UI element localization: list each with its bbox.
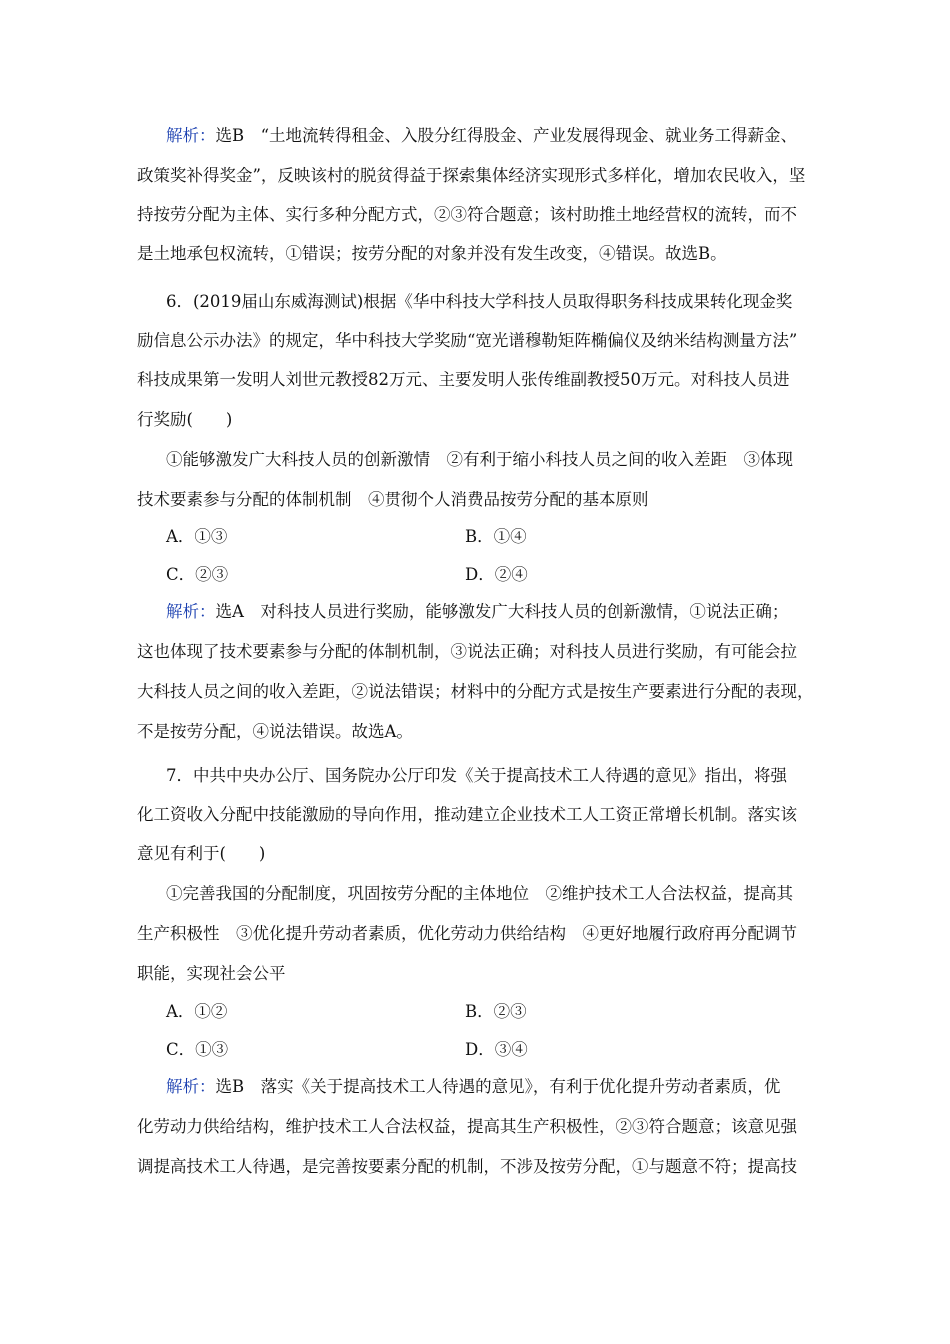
q6-option-b: B．①④ <box>465 527 527 546</box>
q7-analysis-line-1: 解析：选B 落实《关于提高技术工人待遇的意见》，有利于优化提升劳动者素质，优 <box>166 1077 781 1096</box>
q6-analysis-line-1: 解析：选A 对科技人员进行奖励，能够激发广大科技人员的创新激情，①说法正确； <box>166 602 789 621</box>
q7-option-a: A．①② <box>166 1002 228 1021</box>
q7-stem-line-2: 化工资收入分配中技能激励的导向作用，推动建立企业技术工人工资正常增长机制。落实该 <box>137 805 797 824</box>
q7-analysis-line-3: 调提高技术工人待遇，是完善按要素分配的机制，不涉及按劳分配，①与题意不符；提高技 <box>137 1157 797 1176</box>
q6-stem-line-4: 行奖励( ) <box>137 410 233 429</box>
q6-option-c: C．②③ <box>166 565 229 584</box>
q7-statements-line-1: ①完善我国的分配制度，巩固按劳分配的主体地位 ②维护技术工人合法权益，提高其 <box>166 884 793 903</box>
q6-analysis-line-4: 不是按劳分配，④说法错误。故选A。 <box>137 722 413 741</box>
q7-option-b: B．②③ <box>465 1002 527 1021</box>
q6-stem-line-2: 励信息公示办法》的规定，华中科技大学奖励“宽光谱穆勒矩阵椭偏仪及纳米结构测量方法” <box>137 331 798 350</box>
q6-statements-line-1: ①能够激发广大科技人员的创新激情 ②有利于缩小科技人员之间的收入差距 ③体现 <box>166 450 793 469</box>
q6-stem-line-1: 6．(2019届山东威海测试)根据《华中科技大学科技人员取得职务科技成果转化现金奖 <box>166 292 793 311</box>
q6-option-a: A．①③ <box>166 527 228 546</box>
q7-stem-line-1: 7．中共中央办公厅、国务院办公厅印发《关于提高技术工人待遇的意见》指出，将强 <box>166 766 787 785</box>
q6-option-d: D．②④ <box>465 565 528 584</box>
q7-option-d: D．③④ <box>465 1040 528 1059</box>
analysis-label: 解析： <box>166 602 216 621</box>
q5-analysis-line-4: 是土地承包权流转，①错误；按劳分配的对象并没有发生改变，④错误。故选B。 <box>137 244 727 263</box>
q5-analysis-line-1: 解析：选B “土地流转得租金、入股分红得股金、产业发展得现金、就业务工得薪金、 <box>166 126 798 145</box>
q7-stem-line-3: 意见有利于( ) <box>137 844 266 863</box>
q5-analysis-line-2: 政策奖补得奖金”，反映该村的脱贫得益于探索集体经济实现形式多样化，增加农民收入，坚 <box>137 166 806 185</box>
q7-analysis-line-2: 化劳动力供给结构，维护技术工人合法权益，提高其生产积极性，②③符合题意；该意见强 <box>137 1117 797 1136</box>
q6-analysis-line-2: 这也体现了技术要素参与分配的体制机制，③说法正确；对科技人员进行奖励，有可能会拉 <box>137 642 797 661</box>
q6-analysis-line-3: 大科技人员之间的收入差距，②说法错误；材料中的分配方式是按生产要素进行分配的表现， <box>137 682 814 701</box>
q7-statements-line-2: 生产积极性 ③优化提升劳动者素质，优化劳动力供给结构 ④更好地履行政府再分配调节 <box>137 924 797 943</box>
analysis-label: 解析： <box>166 126 216 145</box>
analysis-label: 解析： <box>166 1077 216 1096</box>
q5-analysis-line-3: 持按劳分配为主体、实行多种分配方式，②③符合题意；该村助推土地经营权的流转，而不 <box>137 205 797 224</box>
q7-statements-line-3: 职能，实现社会公平 <box>137 964 286 983</box>
q6-stem-line-3: 科技成果第一发明人刘世元教授82万元、主要发明人张传维副教授50万元。对科技人员进 <box>137 370 790 389</box>
q7-option-c: C．①③ <box>166 1040 229 1059</box>
q6-statements-line-2: 技术要素参与分配的体制机制 ④贯彻个人消费品按劳分配的基本原则 <box>137 490 649 509</box>
